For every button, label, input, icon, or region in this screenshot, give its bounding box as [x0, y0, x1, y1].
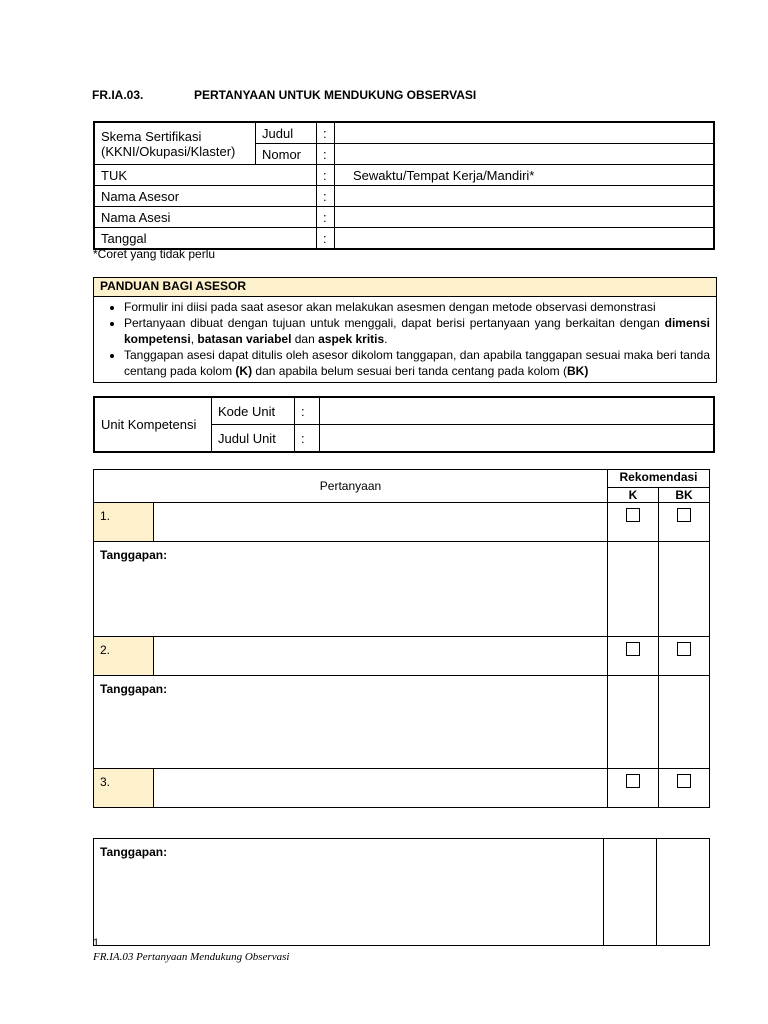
strike-note: *Coret yang tidak perlu [93, 247, 216, 261]
tanggal-field[interactable] [335, 228, 715, 250]
k-header: K [608, 487, 659, 502]
judul-field[interactable] [335, 122, 715, 144]
kode-unit-label: Kode Unit [212, 397, 295, 425]
nomor-field[interactable] [335, 144, 715, 165]
bk-header: BK [659, 487, 710, 502]
question-field-1[interactable] [154, 503, 608, 542]
asesi-label: Nama Asesi [94, 207, 317, 228]
question-field-3[interactable] [154, 769, 608, 808]
footer-text: FR.IA.03 Pertanyaan Mendukung Observasi [93, 951, 290, 963]
asesi-field[interactable] [335, 207, 715, 228]
k-checkbox-3[interactable] [626, 774, 640, 788]
bk-checkbox-1[interactable] [677, 508, 691, 522]
judul-unit-label: Judul Unit [212, 425, 295, 453]
assessor-guide [93, 277, 717, 383]
bk-checkbox-2[interactable] [677, 642, 691, 656]
tuk-label: TUK [94, 165, 317, 186]
schema-table: Skema Sertifikasi (KKNI/Okupasi/Klaster) Judul : Nomor : TUK : Sewaktu/Tempat Kerja/Mandiri* Nama Asesor : Nama Asesi : Tanggal : [93, 121, 715, 250]
kode-unit-field[interactable] [320, 397, 715, 425]
judul-label: Judul [256, 122, 317, 144]
tanggapan-3[interactable]: Tanggapan: [94, 839, 604, 946]
unit-table: Unit Kompetensi Kode Unit : Judul Unit : [93, 396, 715, 453]
pertanyaan-header: Pertanyaan [94, 470, 608, 503]
judul-unit-field[interactable] [320, 425, 715, 453]
asesor-label: Nama Asesor [94, 186, 317, 207]
form-code: FR.IA.03. [92, 88, 144, 102]
guide-title: PANDUAN BAGI ASESOR [94, 278, 716, 297]
form-title: PERTANYAAN UNTUK MENDUKUNG OBSERVASI [194, 88, 477, 102]
tanggapan-table-3 [93, 838, 710, 946]
page-number: 1 [93, 937, 100, 949]
question-number-3: 3. [94, 769, 154, 808]
skema-label: Skema Sertifikasi (KKNI/Okupasi/Klaster) [94, 122, 256, 165]
question-field-2[interactable] [154, 637, 608, 676]
guide-item-2: • Pertanyaan dibuat dengan tujuan untuk menggali, dapat berisi pertanyaan yang berkaitan dengan dimensi kompetensi, batasan variabel dan aspek kritis. [124, 315, 710, 347]
question-number-1: 1. [94, 503, 154, 542]
unit-label: Unit Kompetensi [94, 397, 212, 452]
nomor-label: Nomor [256, 144, 317, 165]
guide-item-1: • Formulir ini diisi pada saat asesor akan melakukan asesmen dengan metode observasi demonstrasi [124, 299, 710, 315]
k-checkbox-2[interactable] [626, 642, 640, 656]
question-table [93, 469, 710, 808]
tanggapan-1[interactable]: Tanggapan: [94, 542, 608, 637]
k-checkbox-1[interactable] [626, 508, 640, 522]
bk-checkbox-3[interactable] [677, 774, 691, 788]
tanggapan-2[interactable]: Tanggapan: [94, 676, 608, 769]
rekomendasi-header: Rekomendasi [608, 470, 710, 488]
tanggal-label: Tanggal [94, 228, 317, 250]
guide-item-3: • Tanggapan asesi dapat ditulis oleh asesor dikolom tanggapan, dan apabila tanggapan sesuai maka beri tanda centang pada kolom (K) dan apabila belum sesuai beri tanda centang pada kolom (BK) [124, 347, 710, 379]
tuk-field[interactable]: Sewaktu/Tempat Kerja/Mandiri* [335, 165, 715, 186]
asesor-field[interactable] [335, 186, 715, 207]
question-number-2: 2. [94, 637, 154, 676]
